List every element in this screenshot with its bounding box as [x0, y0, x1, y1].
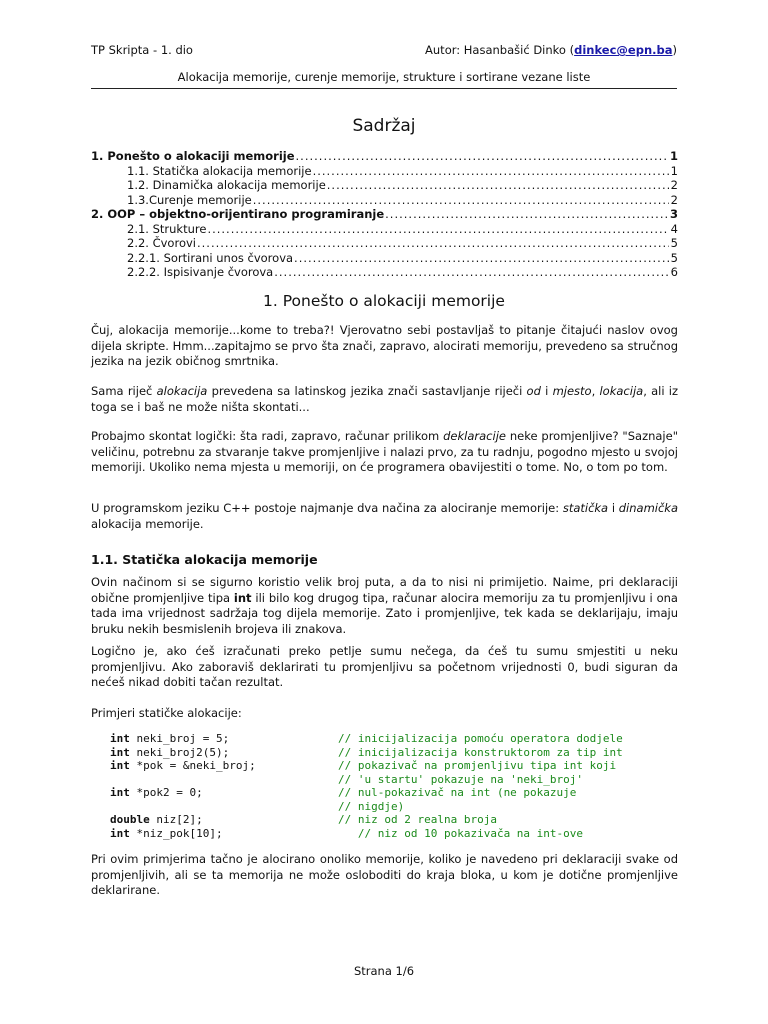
code-comment: // nigdje)	[338, 799, 405, 813]
code-line: int neki_broj2(5); // inicijalizacija konstruktorom za tip int	[110, 745, 623, 759]
section-1-paragraph-3: Probajmo skontat logički: šta radi, zapravo, računar prilikom deklaracije neke promjenljive? "Saznaje" veličinu, potrebnu za stvaranje takve promjenljive i nalazi prvo, za tu radnju, pogodno mjesto u svojoj memoriji. Ukoliko nema mjesta u memoriji, on će programera obavijestiti o tome. No, o tom po tom.	[91, 429, 678, 474]
toc-entry-label: 1.2. Dinamička alokacija memorije	[127, 178, 326, 192]
section-1-1-paragraph-3: Primjeri statičke alokacije:	[91, 706, 242, 720]
toc-entry-label: 1. Ponešto o alokaciji memorije	[91, 149, 295, 163]
code-comment: // inicijalizacija pomoću operatora dodjele	[338, 732, 623, 745]
toc-entry-label: 2.1. Strukture	[127, 221, 207, 236]
section-1-heading: 1. Ponešto o alokaciji memorije	[263, 292, 505, 310]
code-line: int *pok = &neki_broj; // pokazivač na promjenljivu tipa int koji	[110, 759, 617, 772]
code-comment: // 'u startu' pokazuje na 'neki_broj'	[338, 772, 584, 786]
toc-entry[interactable]	[91, 207, 678, 222]
header-title: TP Skripta - 1. dio	[91, 43, 193, 57]
toc-entry-page: 1	[669, 149, 678, 163]
toc-entry-page: 6	[670, 265, 678, 279]
author-name: Autor: Hasanbašić Dinko (	[425, 43, 575, 57]
toc-entry[interactable]	[91, 236, 678, 251]
toc-title: Sadržaj	[352, 116, 416, 136]
code-comment: // nul-pokazivač na int (ne pokazuje	[338, 786, 577, 799]
author-email-link[interactable]: dinkec@epn.ba	[574, 43, 673, 57]
toc-entry[interactable]	[91, 149, 678, 164]
toc-leader	[296, 149, 669, 163]
toc-leader	[294, 251, 669, 265]
toc-entry-label: 1.1. Statička alokacija memorije	[127, 163, 312, 178]
toc-entry-page: 3	[669, 207, 678, 221]
header-subtitle: Alokacija memorije, curenje memorije, strukture i sortirane vezane liste	[91, 70, 677, 89]
toc-entry[interactable]	[91, 251, 678, 266]
toc-entry[interactable]	[91, 164, 678, 179]
page-number: Strana 1/6	[353, 964, 415, 978]
section-1-1-paragraph-1: Ovin načinom si se sigurno koristio velik broj puta, a da to nisi ni primijetio. Naime, pri deklaraciji obične promjenljive tipa int ili bilo kog drugog tipa, računar alocira memoriju za tu promjenljivu i ona tada ima vrijednost sadržaja tog dijela memorije. Zato i promjenljive, tek kada se deklarijaju, imaju bruku nekih besmislenih brojeva ili znakova.	[91, 575, 678, 636]
toc-entry-page: 1	[670, 163, 678, 178]
code-line	[110, 800, 623, 814]
toc-entry-page: 5	[670, 236, 678, 250]
toc-leader	[313, 164, 669, 178]
code-comment: // inicijalizacija konstruktorom za tip int	[338, 745, 623, 759]
toc-entry-page: 2	[670, 178, 678, 192]
toc-leader	[197, 236, 669, 250]
code-line	[110, 773, 623, 787]
author-suffix: )	[672, 43, 677, 57]
code-block	[110, 732, 623, 840]
toc-entry-page: 2	[670, 192, 678, 207]
toc-entry[interactable]	[91, 222, 678, 237]
toc-leader	[253, 193, 669, 207]
toc-entry-page: 4	[670, 221, 678, 236]
code-comment: // niz od 10 pokazivača na int-ove	[338, 826, 584, 840]
section-1-paragraph-2: Sama riječ alokacija prevedena sa latinskog jezika znači sastavljanje riječi od i mjesto, lokacija, ali iz toga se i baš ne može ništa skontati...	[91, 384, 678, 414]
code-line: double niz[2]; // niz od 2 realna broja	[110, 813, 497, 826]
header-author	[425, 43, 677, 57]
toc-leader	[385, 207, 669, 221]
toc-leader	[274, 265, 669, 279]
toc-leader	[327, 178, 669, 192]
toc-entry[interactable]	[91, 193, 678, 208]
toc-entry-page: 5	[670, 250, 678, 265]
toc-entry-label: 2. OOP – objektno-orijentirano programiranje	[91, 207, 385, 221]
code-comment: // pokazivač na promjenljivu tipa int koji	[338, 759, 617, 772]
toc-entry-label: 1.3.Curenje memorije	[127, 192, 252, 207]
toc-entry-label: 2.2.1. Sortirani unos čvorova	[127, 250, 294, 265]
section-1-1-paragraph-2: Logično je, ako ćeš izračunati preko petlje sumu nečega, da ćeš tu sumu smjestiti u neku promjenljivu. Ako zaboraviš deklarirati tu promjenljivu sa početnom vrijednosti 0, budi siguran da nećeš nikad dobiti tačan rezultat.	[91, 644, 678, 689]
toc-entry-label: 2.2.2. Ispisivanje čvorova	[127, 265, 274, 279]
toc-entry-label: 2.2. Čvorovi	[127, 236, 196, 250]
code-comment: // niz od 2 realna broja	[338, 813, 497, 826]
toc-entry[interactable]	[91, 265, 678, 280]
toc-entry[interactable]	[91, 178, 678, 193]
section-1-1-heading: 1.1. Statička alokacija memorije	[91, 552, 318, 567]
code-line: int *niz_pok[10]; // niz od 10 pokazivača na int-ove	[110, 826, 584, 840]
code-line: int neki_broj = 5; // inicijalizacija pomoću operatora dodjele	[110, 732, 623, 745]
table-of-contents	[91, 149, 678, 280]
toc-leader	[207, 222, 669, 236]
section-1-1-paragraph-4: Pri ovim primjerima tačno je alocirano onoliko memorije, koliko je navedeno pri deklaraciji svake od promjenljivih, ali se ta memorija ne može osloboditi do kraja bloka, u kom je dotične promjenljive deklarirane.	[91, 852, 678, 897]
code-line: int *pok2 = 0; // nul-pokazivač na int (ne pokazuje	[110, 786, 577, 799]
section-1-paragraph-4: U programskom jeziku C++ postoje najmanje dva načina za alociranje memorije: statička i dinamička alokacija memorije.	[91, 501, 678, 531]
section-1-paragraph-1: Čuj, alokacija memorije...kome to treba?! Vjerovatno sebi postavljaš to pitanje čitajući naslov ovog dijela skripte. Hmm...zapitajmo se prvo šta znači, zapravo, alocirati memoriju, prevedeno sa stručnog jezika na jezik običnog smrtnika.	[91, 323, 678, 368]
page-header	[91, 43, 677, 57]
